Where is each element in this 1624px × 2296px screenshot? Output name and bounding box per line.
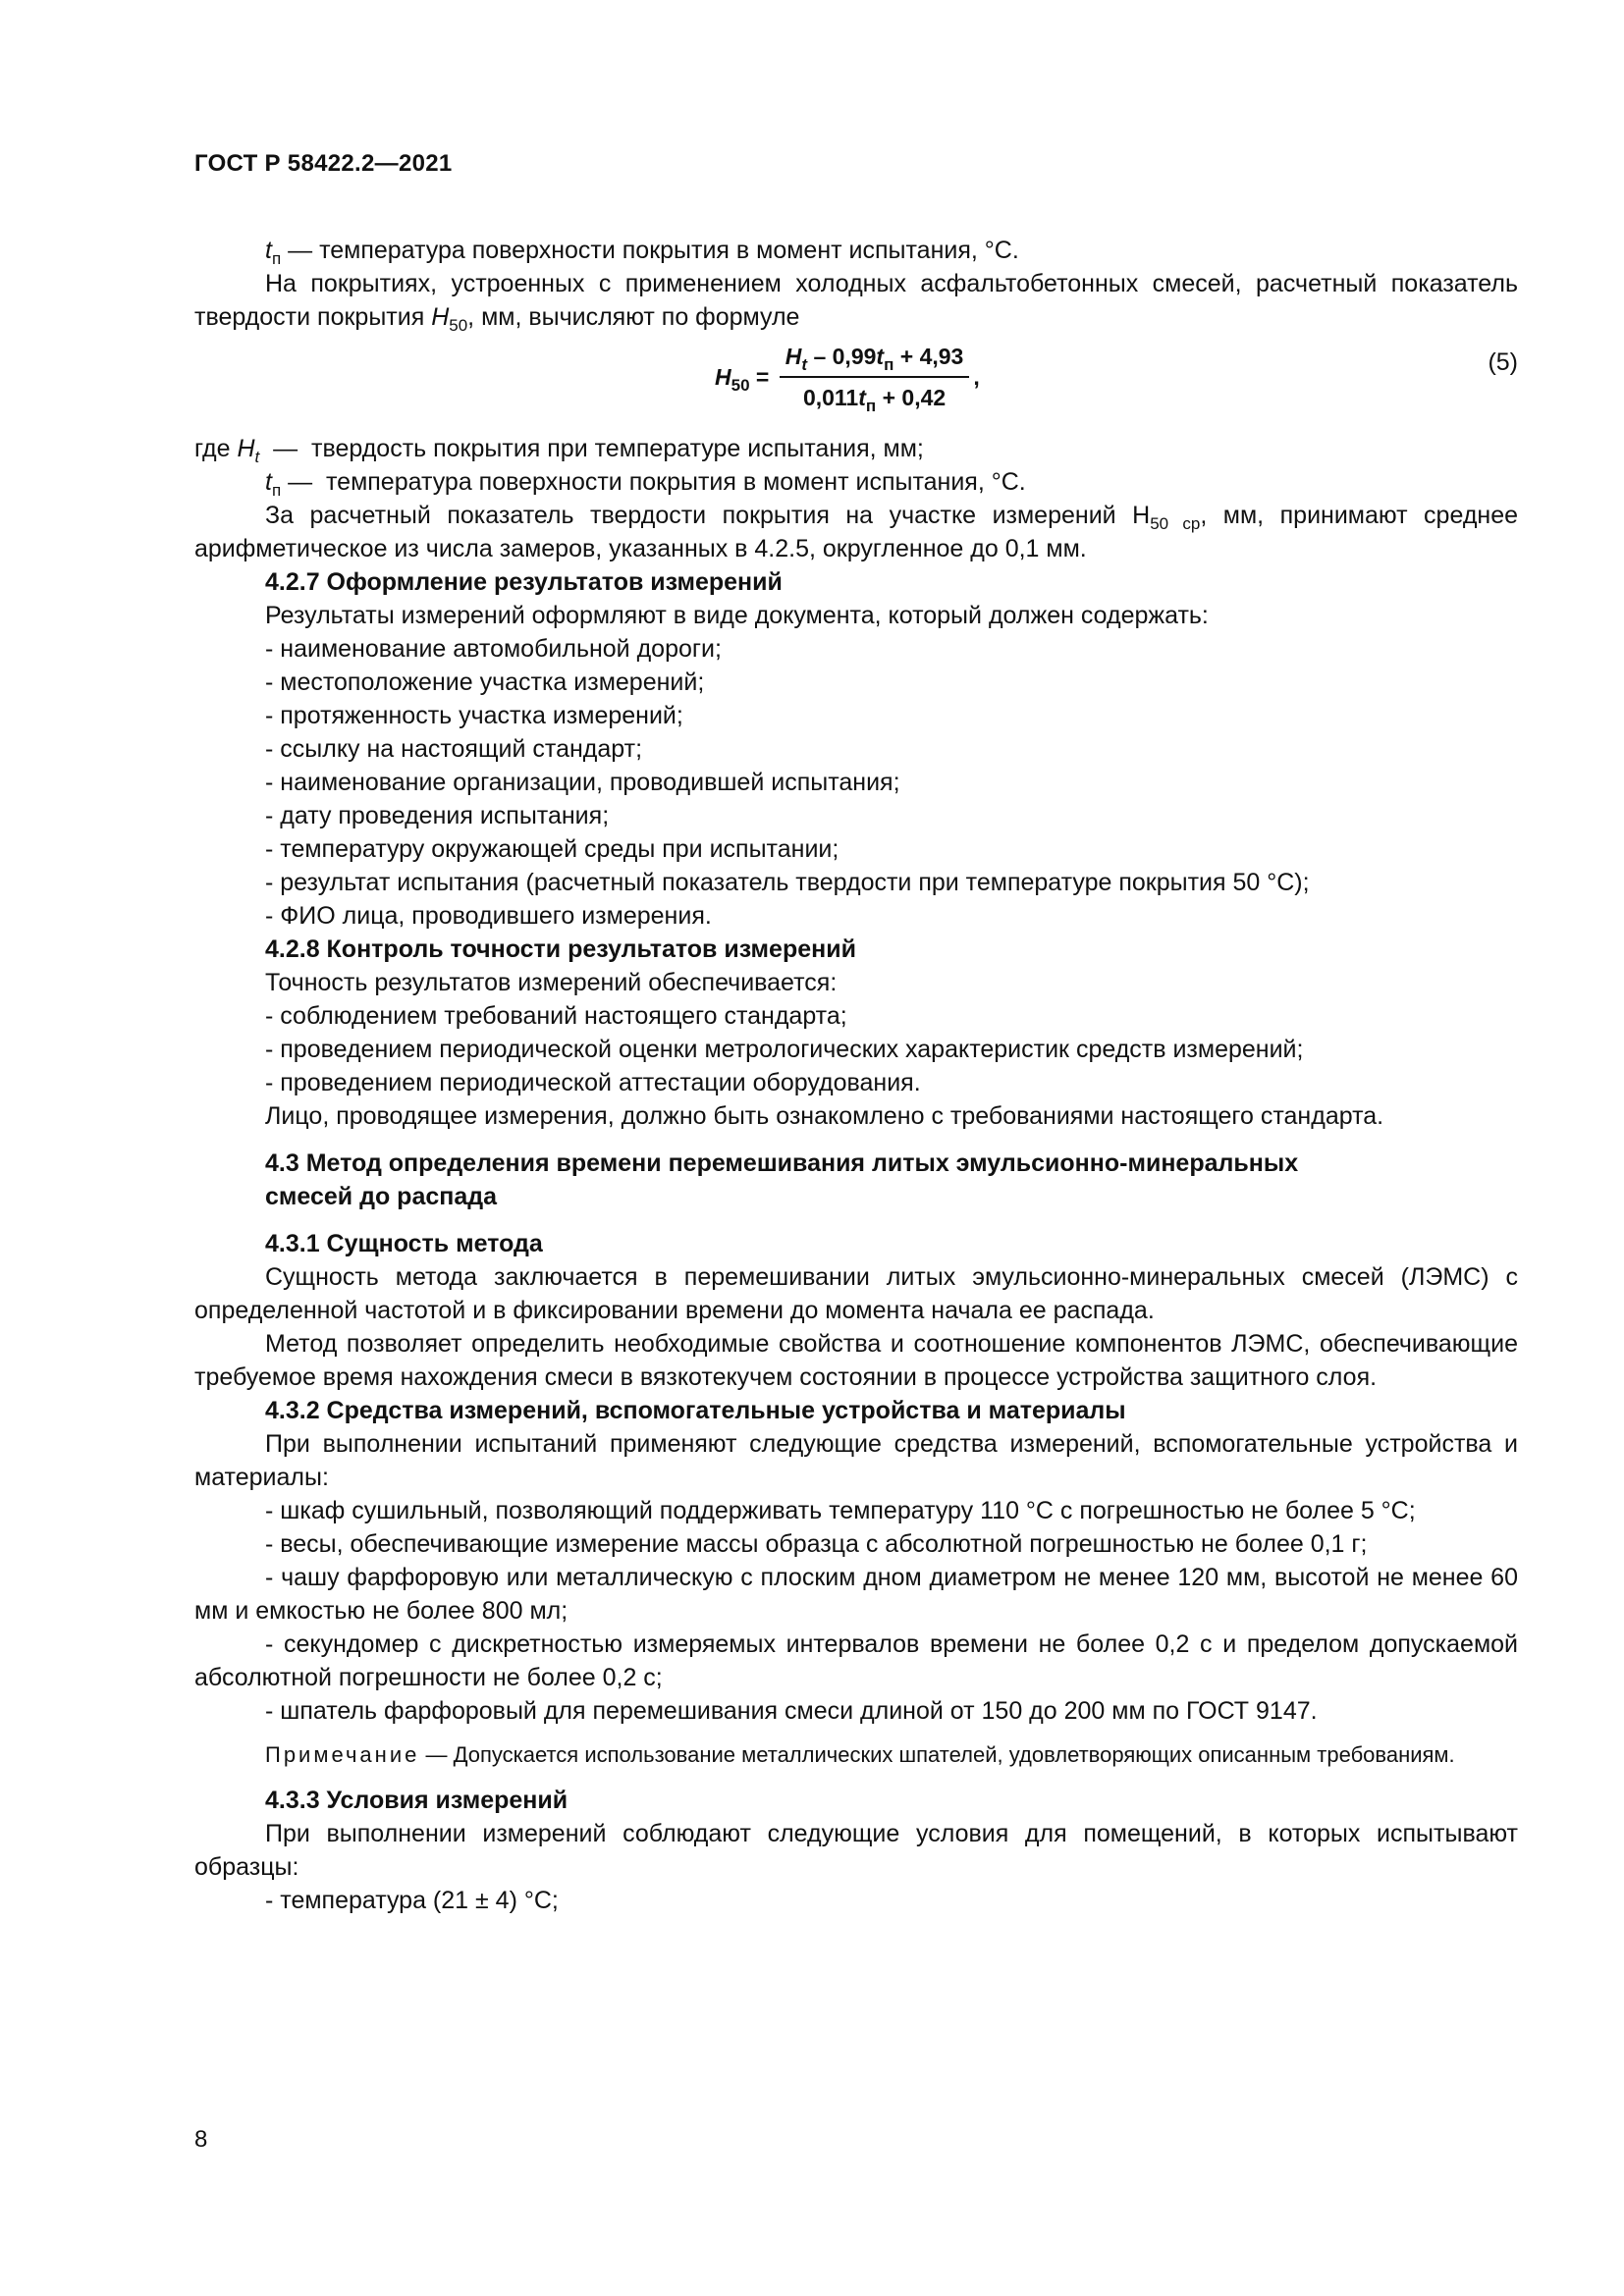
note: [194, 1739, 1518, 1770]
section-heading-4-2-8: 4.2.8 Контроль точности результатов измерений: [265, 935, 856, 963]
section-intro-4-3-3: При выполнении измерений соблюдают следующие условия для помещений, в которых испытывают образцы:: [194, 1820, 1518, 1881]
list-item: - шкаф сушильный, позволяющий поддерживать температуру 110 °С с погрешностью не более 5 °С;: [265, 1497, 1416, 1524]
average-paragraph: За расчетный показатель твердости покрытия на участке измерений $Н_{50 ср}$, мм, принимают среднее арифметическое из числа замеров, указанных в 4.2.5, округленное до 0,1 мм.: [194, 502, 1519, 562]
section-heading-4-3-1: 4.3.1 Сущность метода: [265, 1230, 543, 1257]
list-item: - проведением периодической аттестации оборудования.: [265, 1069, 921, 1096]
paragraph: Сущность метода заключается в перемешивании литых эмульсионно-минеральных смесей (ЛЭМС) с определенной частотой и в фиксировании времени до момента начала ее распада.: [194, 1263, 1518, 1324]
where-ht-definition: где $H_t$ — твердость покрытия при температуре испытания, мм;: [194, 435, 924, 466]
paragraph: Метод позволяет определить необходимые свойства и соотношение компонентов ЛЭМС, обеспечивающие требуемое время нахождения смеси в вязкотекучем состоянии в процессе устройства защитного слоя.: [194, 1330, 1518, 1391]
list-item: - ФИО лица, проводившего измерения.: [265, 902, 712, 930]
section-intro-4-2-7: Результаты измерений оформляют в виде документа, который должен содержать:: [265, 602, 1209, 629]
section-heading-4-3-3: 4.3.3 Условия измерений: [265, 1787, 568, 1814]
section-outro-4-2-8: Лицо, проводящее измерения, должно быть ознакомлено с требованиями настоящего стандарта.: [265, 1102, 1384, 1130]
list-item: - наименование организации, проводившей испытания;: [265, 769, 900, 796]
formula-expression: $H_{50}$ = $\frac{H_t - 0,99t_п + 4,93}{0,011t_п + 0,42}$ ,: [715, 340, 980, 414]
list-item: - весы, обеспечивающие измерение массы образца с абсолютной погрешностью не более 0,1 г;: [265, 1530, 1368, 1558]
where-tp-definition: $t_п$ — температура поверхности покрытия в момент испытания, °С.: [265, 468, 1026, 500]
list-item: - проведением периодической оценки метрологических характеристик средств измерений;: [265, 1036, 1304, 1063]
section-heading-4-3-2: 4.3.2 Средства измерений, вспомогательные устройства и материалы: [265, 1397, 1126, 1424]
list-item: - температуру окружающей среды при испытании;: [265, 835, 839, 863]
page-number: 8: [194, 2126, 208, 2153]
note-label: Примечание: [265, 1742, 420, 1767]
formula-numerator: $H_t - 0,99t_п + 4,93$: [780, 340, 970, 378]
variable-definition-tp: $t_п$ — температура поверхности покрытия в момент испытания, °С.: [265, 237, 1019, 268]
formula-5: [194, 338, 1518, 426]
section-heading-4-2-7: 4.2.7 Оформление результатов измерений: [265, 568, 783, 596]
list-item: - наименование автомобильной дороги;: [265, 635, 722, 663]
list-item: - местоположение участка измерений;: [265, 668, 705, 696]
section-heading-4-3-cont: смесей до распада: [265, 1183, 498, 1210]
formula-number: (5): [1488, 348, 1518, 376]
list-item: - ссылку на настоящий стандарт;: [265, 735, 643, 763]
list-item: - секундомер с дискретностью измеряемых интервалов времени не более 0,2 с и пределом допускаемой абсолютной погрешности не более 0,2 с;: [194, 1630, 1518, 1691]
list-item: - протяженность участка измерений;: [265, 702, 683, 729]
section-intro-4-2-8: Точность результатов измерений обеспечивается:: [265, 969, 838, 996]
document-body: [194, 234, 1518, 1917]
formula-fraction: [780, 340, 970, 414]
note-text: — Допускается использование металлических шпателей, удовлетворяющих описанным требованиям.: [419, 1742, 1455, 1767]
list-item: - шпатель фарфоровый для перемешивания смеси длиной от 150 до 200 мм по ГОСТ 9147.: [265, 1697, 1318, 1725]
list-item: - результат испытания (расчетный показатель твердости при температуре покрытия 50 °С);: [265, 869, 1310, 896]
document-header: ГОСТ Р 58422.2—2021: [194, 150, 453, 177]
list-item: - соблюдением требований настоящего стандарта;: [265, 1002, 847, 1030]
section-intro-4-3-2: При выполнении испытаний применяют следующие средства измерений, вспомогательные устройства и материалы:: [194, 1430, 1518, 1491]
list-item: - температура (21 ± 4) °С;: [265, 1887, 559, 1914]
list-item: - дату проведения испытания;: [265, 802, 610, 829]
section-heading-4-3: 4.3 Метод определения времени перемешивания литых эмульсионно-минеральных: [265, 1149, 1299, 1177]
formula-intro-paragraph: На покрытиях, устроенных с применением холодных асфальтобетонных смесей, расчетный показатель твердости покрытия $H_{50}$, мм, вычисляют по формуле: [194, 270, 1518, 335]
formula-denominator: $0,011t_п + 0,42$: [802, 385, 947, 415]
list-item: - чашу фарфоровую или металлическую с плоским дном диаметром не менее 120 мм, высотой не менее 60 мм и емкостью не более 800 мл;: [194, 1564, 1518, 1625]
